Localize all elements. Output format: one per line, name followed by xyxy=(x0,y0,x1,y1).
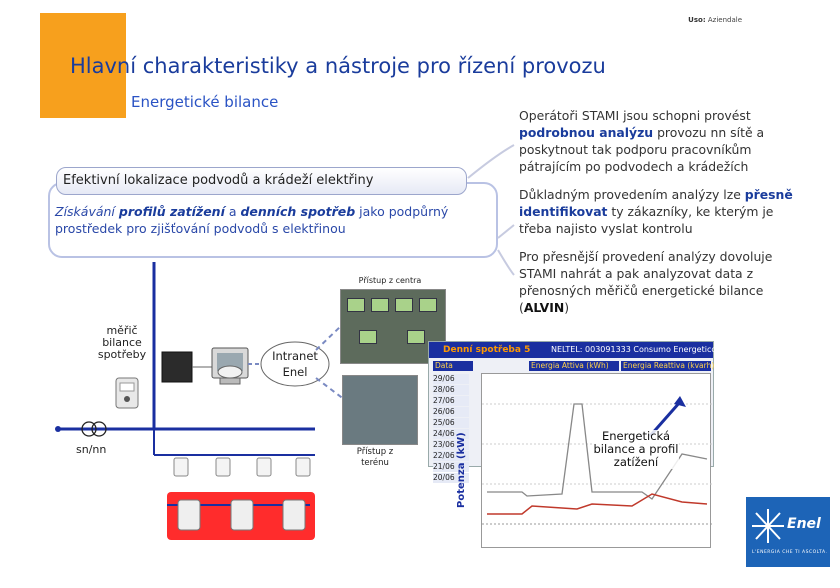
enel-sun-icon xyxy=(748,501,788,551)
side-paragraph-analysis: Operátoři STAMI jsou schopni provést podrobnou analýzu provozu nn sítě a poskytnout tak podporu pracovníkům pátrajícím po podvodech a krádežích xyxy=(519,108,765,174)
dashed-link-field xyxy=(316,378,345,400)
data-concentrator-icon xyxy=(162,352,212,382)
field-technician-photo xyxy=(342,375,418,445)
chart-y-axis-label: Potenza (kW) xyxy=(456,432,467,508)
connector-arrow-bottom xyxy=(498,250,514,275)
date-row: 25/06 xyxy=(433,418,469,428)
balance-meter-icon xyxy=(116,378,138,408)
side-paragraph-identify: Důkladným provedením analýzy lze přesně identifikovat ty zákazníky, ke kterým je třeba najisto vyslat kontrolu xyxy=(519,187,793,236)
dashed-link-centre xyxy=(316,325,342,350)
centre-access-label: Přístup z centra xyxy=(358,276,422,285)
date-row: 22/06 xyxy=(433,451,469,461)
enel-logo-word: Enel xyxy=(787,516,821,532)
page-subtitle: Energetické bilance xyxy=(131,93,279,111)
intranet-label: Intranet Enel xyxy=(272,349,318,379)
side-paragraph-alvin: Pro přesnější provedení analýzy dovoluje STAMI nahrát a pak analyzovat data z přenosných měřičů energetické bilance (ALVIN) xyxy=(519,249,773,315)
usage-tag: Uso: Aziendale xyxy=(688,16,742,24)
field-access-label: Přístup z terénu xyxy=(356,447,394,468)
connector-arrow-middle xyxy=(498,225,514,238)
load-profile-line xyxy=(487,494,707,514)
enel-logo xyxy=(746,497,830,567)
col-header-active: Energia Attiva (kWh) xyxy=(529,361,619,371)
date-row: 27/06 xyxy=(433,396,469,406)
fraud-callout-title: Efektivní lokalizace podvodů a krádeží elektřiny xyxy=(56,167,467,195)
enel-logo-tagline: L'ENERGIA CHE TI ASCOLTA. xyxy=(752,550,828,555)
connector-arrow-top xyxy=(468,145,514,178)
date-row: 20/06 xyxy=(433,473,469,483)
busbar-end-node xyxy=(55,426,61,432)
energy-balance-label: Energetická bilance a profil zatížení xyxy=(593,429,679,469)
date-row: 21/06 xyxy=(433,462,469,472)
col-header-reactive: Energia Reattiva (kvarh) xyxy=(623,361,715,370)
fraud-callout-body: Získávání profilů zatížení a denních spotřeb jako podpůrný prostředek pro zjišťování podvodů s elektřinou xyxy=(55,204,449,236)
app-title: Denní spotřeba 5 xyxy=(443,345,531,355)
customer-meters-row-2 xyxy=(178,500,305,530)
transformer-label: sn/nn xyxy=(76,443,107,456)
customer-meters-row-1 xyxy=(174,458,310,476)
page-title: Hlavní charakteristiky a nástroje pro řízení provozu xyxy=(70,54,606,78)
app-meter-code: NELTEL: 003091333 Consumo Energetico xyxy=(551,345,717,354)
balance-meter-label: měřič bilance spotřeby xyxy=(97,324,147,361)
col-header-date: Data xyxy=(433,361,473,371)
date-row: 23/06 xyxy=(433,440,469,450)
date-row: 26/06 xyxy=(433,407,469,417)
computer-icon xyxy=(212,348,248,384)
date-row: 28/06 xyxy=(433,385,469,395)
date-row: 24/06 xyxy=(433,429,469,439)
date-row: 29/06 xyxy=(433,374,469,384)
